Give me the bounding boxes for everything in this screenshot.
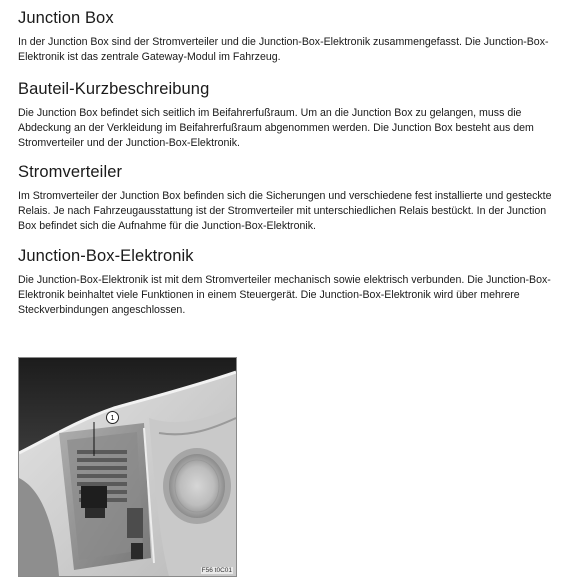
section-heading: Bauteil-Kurzbeschreibung bbox=[18, 80, 210, 98]
section-body: Die Junction-Box-Elektronik ist mit dem Stromverteiler mechanisch sowie elektrisch verbunden. Die Junction-Box-Elektronik beinhaltet viele Funktionen in einem Steuergerät. Die Junction-Box-Elektronik wird über mehrere Steckverbindungen angeschlossen. bbox=[18, 274, 551, 316]
section-stromverteiler bbox=[18, 162, 558, 234]
section-junction-box bbox=[18, 8, 558, 65]
section-body: Die Junction Box befindet sich seitlich im Beifahrerfußraum. Um an die Junction Box zu gelangen, muss die Abdeckung an der Verkleidung im Beifahrerfußraum abgenommen werden. Die Junction Box besteht aus dem Stromverteiler und der Junction-Box-Elektronik. bbox=[18, 107, 534, 149]
junction-box-photo bbox=[18, 357, 237, 577]
section-bauteil-kurzbeschreibung bbox=[18, 79, 558, 151]
callout-marker: 1 bbox=[106, 411, 119, 424]
section-body: In der Junction Box sind der Stromverteiler und die Junction-Box-Elektronik zusammengefasst. Die Junction-Box-Elektronik ist das zentrale Gateway-Modul im Fahrzeug. bbox=[18, 36, 549, 63]
section-heading: Stromverteiler bbox=[18, 163, 123, 181]
section-junction-box-elektronik bbox=[18, 246, 558, 318]
photo-illustration bbox=[19, 358, 236, 576]
section-heading: Junction-Box-Elektronik bbox=[18, 247, 194, 265]
section-heading: Junction Box bbox=[18, 9, 114, 27]
figure-code: F56 t0C01 bbox=[201, 567, 232, 574]
section-body: Im Stromverteiler der Junction Box befinden sich die Sicherungen und verschiedene fest installierte und gesteckte Relais. Je nach Fahrzeugausstattung ist der Stromverteiler mit unterschiedlichen Relais bestückt. In der Junction Box befindet sich die Aufnahme für die Junction-Box-Elektronik. bbox=[18, 190, 552, 232]
